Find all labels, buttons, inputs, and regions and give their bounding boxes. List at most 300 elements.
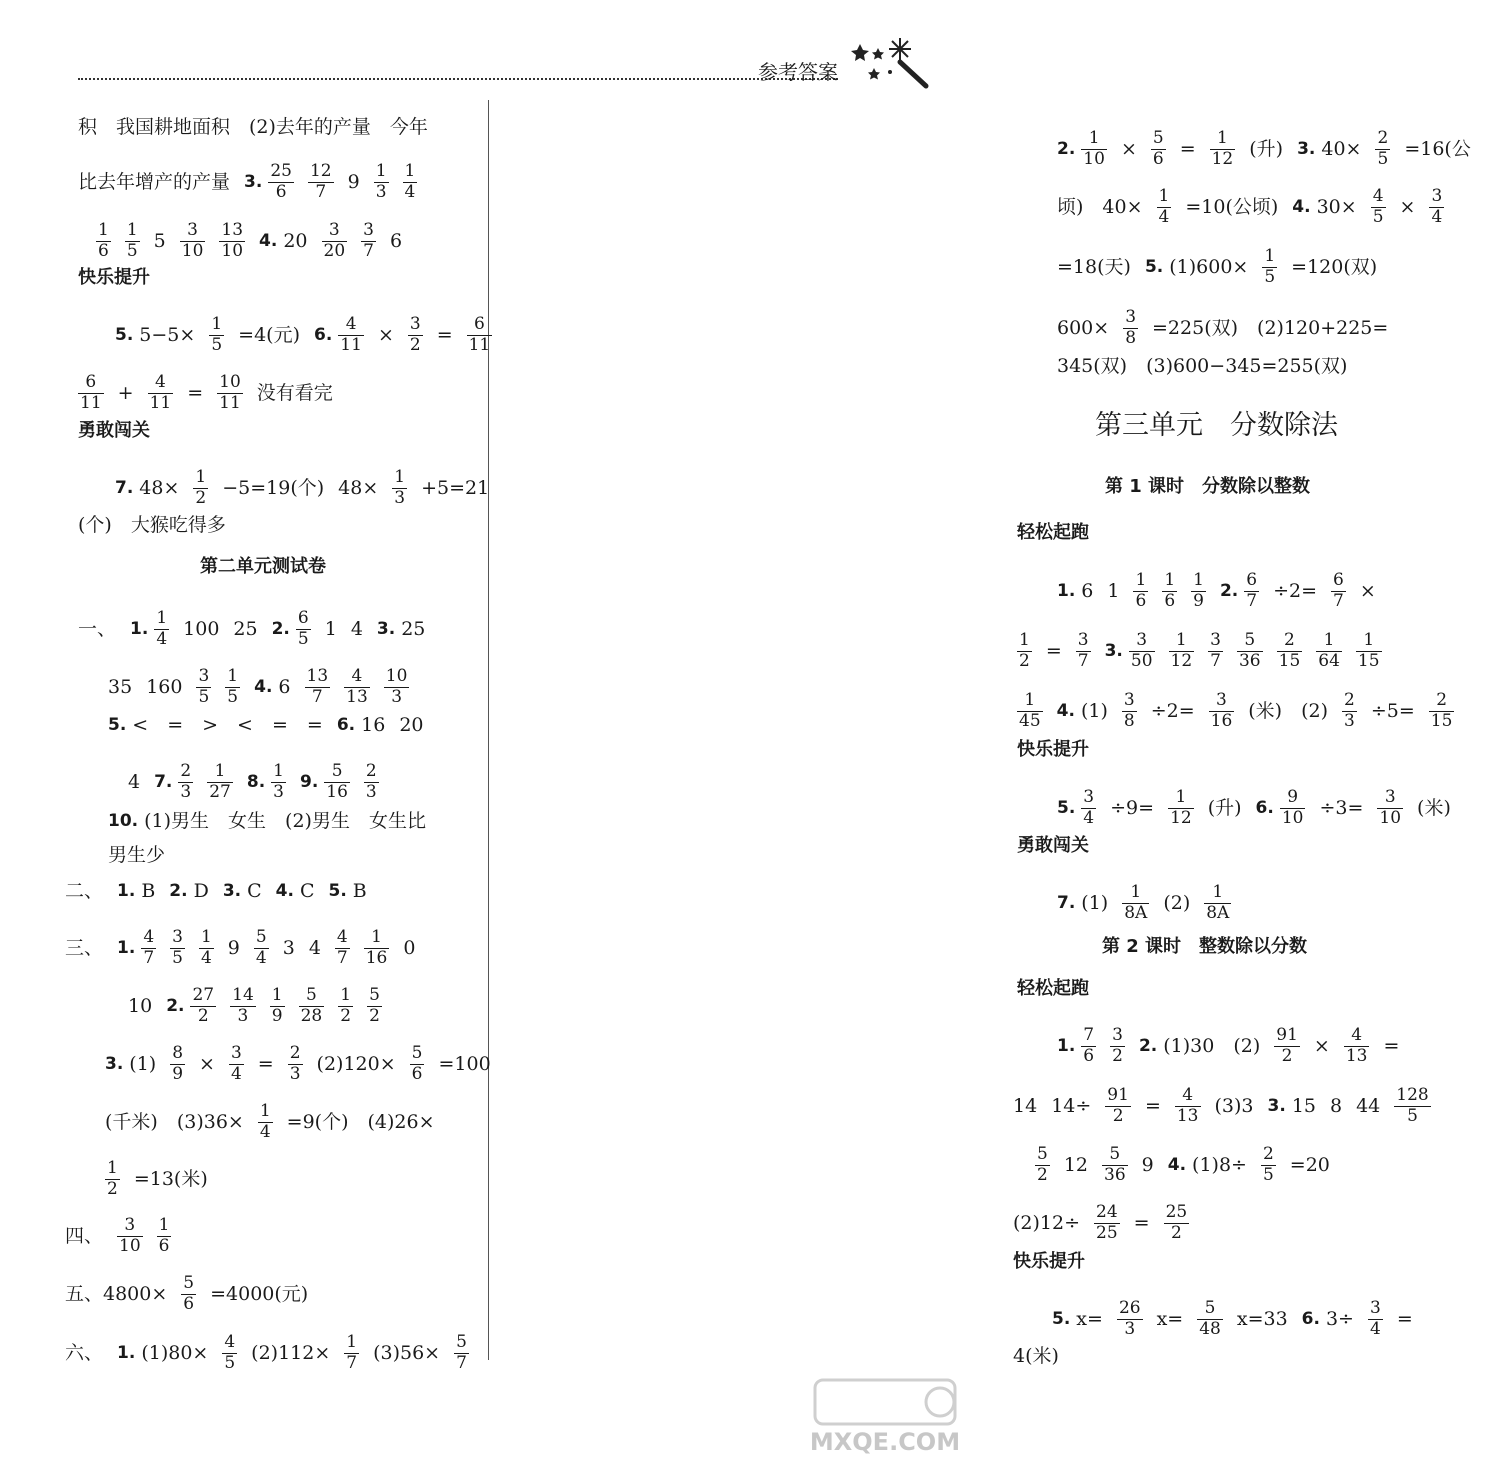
answer-text: 3 bbox=[282, 936, 295, 959]
fraction bbox=[410, 1045, 425, 1084]
fraction bbox=[222, 1334, 237, 1373]
answer-text: 五、4800× bbox=[65, 1282, 168, 1305]
numerator: 10 bbox=[219, 372, 241, 392]
numerator: 3 bbox=[1112, 1025, 1123, 1045]
numerator: 5 bbox=[306, 985, 317, 1005]
watermark-logo bbox=[800, 1378, 970, 1458]
fraction bbox=[1157, 188, 1172, 227]
answer-text: =16(公 bbox=[1404, 137, 1471, 160]
answer-line bbox=[1035, 1146, 1344, 1185]
header-rule bbox=[78, 78, 838, 80]
answer-line bbox=[1052, 1300, 1427, 1339]
numerator: 2 bbox=[1344, 690, 1355, 710]
numerator: 1 bbox=[375, 161, 387, 181]
answer-text: 6 bbox=[389, 229, 403, 252]
denominator: 11 bbox=[340, 334, 362, 355]
numerator: 128 bbox=[1396, 1085, 1429, 1105]
denominator: 45 bbox=[1019, 710, 1041, 731]
answer-text: (3)3 bbox=[1214, 1094, 1254, 1117]
fraction bbox=[1017, 632, 1032, 671]
denominator: 3 bbox=[289, 1063, 301, 1084]
numerator: 4 bbox=[345, 314, 357, 334]
denominator: 7 bbox=[346, 1352, 358, 1373]
answer-line bbox=[78, 516, 240, 535]
item-number: 5. bbox=[1057, 797, 1076, 818]
answer-line bbox=[65, 1275, 322, 1314]
answer-text: B bbox=[352, 880, 367, 902]
answer-line bbox=[105, 1045, 505, 1084]
answer-text: =9(个) (4)26× bbox=[286, 1110, 435, 1133]
answer-text: =225(双) (2)120+225= bbox=[1152, 316, 1389, 339]
answer-text: 44 bbox=[1356, 1094, 1381, 1117]
fraction bbox=[1197, 1300, 1223, 1339]
item-number: 2. bbox=[166, 995, 185, 1016]
answer-text: 一、 bbox=[78, 617, 117, 640]
section-heading bbox=[1017, 741, 1103, 759]
answer-text: 轻松起跑 bbox=[1017, 522, 1089, 543]
answer-text: 男生少 bbox=[108, 844, 166, 866]
fraction bbox=[1164, 1204, 1190, 1243]
fraction bbox=[374, 163, 389, 202]
numerator: 1 bbox=[98, 220, 109, 240]
answer-text: =4(元) bbox=[238, 323, 300, 346]
answer-text: 16 bbox=[361, 714, 386, 736]
denominator: 2 bbox=[369, 1005, 380, 1026]
fraction bbox=[299, 987, 325, 1026]
numerator: 6 bbox=[297, 608, 309, 628]
denominator: 5 bbox=[126, 240, 138, 261]
fraction bbox=[1133, 572, 1148, 611]
denominator: 11 bbox=[149, 392, 172, 413]
fraction bbox=[1162, 572, 1177, 611]
numerator: 13 bbox=[306, 666, 329, 686]
fraction bbox=[1122, 692, 1137, 731]
denominator: 6 bbox=[1083, 1045, 1095, 1066]
numerator: 1 bbox=[107, 1158, 118, 1178]
denominator: 9 bbox=[172, 1063, 184, 1084]
numerator: 5 bbox=[1152, 128, 1164, 148]
denominator: 7 bbox=[1246, 590, 1258, 611]
answer-text: 160 bbox=[146, 675, 183, 698]
fraction bbox=[1262, 248, 1277, 287]
answer-line bbox=[105, 1103, 449, 1142]
denominator: 7 bbox=[1210, 650, 1221, 671]
answer-text: 10 bbox=[128, 994, 153, 1017]
numerator: 1 bbox=[211, 314, 223, 334]
fraction bbox=[190, 987, 216, 1026]
fraction bbox=[254, 929, 269, 968]
denominator: 3 bbox=[1124, 1318, 1136, 1339]
denominator: 2 bbox=[1281, 1045, 1293, 1066]
denominator: 4 bbox=[156, 628, 168, 649]
answer-text: =4000(元) bbox=[210, 1282, 309, 1305]
numerator: 1 bbox=[340, 985, 352, 1005]
fraction bbox=[181, 1275, 196, 1314]
denominator: 2 bbox=[1112, 1105, 1124, 1126]
numerator: 5 bbox=[1244, 630, 1256, 650]
numerator: 1 bbox=[1088, 128, 1100, 148]
answer-text: 勇敢闯关 bbox=[1017, 835, 1089, 856]
answer-text: x= bbox=[1156, 1307, 1184, 1330]
fraction bbox=[105, 1160, 120, 1199]
answer-text: 第三单元 分数除法 bbox=[1095, 410, 1338, 441]
fraction bbox=[1102, 1146, 1128, 1185]
answer-line bbox=[108, 716, 438, 735]
item-number: 2. bbox=[1138, 1035, 1158, 1056]
answer-text: 比去年增产的产量 bbox=[78, 170, 231, 193]
item-number: 2. bbox=[271, 618, 290, 639]
denominator: 11 bbox=[219, 392, 241, 413]
item-number: 6. bbox=[1301, 1308, 1320, 1329]
answer-text: 600× bbox=[1057, 316, 1110, 339]
answer-text: 3÷ bbox=[1325, 1307, 1354, 1330]
fraction bbox=[1035, 1146, 1050, 1185]
denominator: 5 bbox=[211, 334, 223, 355]
answer-text: < = > < = = bbox=[132, 714, 323, 736]
fraction bbox=[1261, 1146, 1276, 1185]
denominator: 10 bbox=[1379, 807, 1402, 828]
answer-text: 15 bbox=[1291, 1094, 1316, 1117]
fraction bbox=[364, 929, 390, 968]
numerator: 1 bbox=[1323, 630, 1335, 650]
answer-text: 5 bbox=[153, 229, 166, 252]
answer-text: 四、 bbox=[65, 1224, 104, 1247]
denominator: 3 bbox=[237, 1005, 249, 1026]
answer-text: C bbox=[299, 880, 315, 902]
item-number: 9. bbox=[299, 771, 319, 792]
denominator: 15 bbox=[1430, 710, 1453, 731]
numerator: 1 bbox=[1130, 882, 1142, 902]
fraction bbox=[1175, 1087, 1201, 1126]
fraction bbox=[96, 222, 111, 261]
denominator: 7 bbox=[1077, 650, 1089, 671]
numerator: 5 bbox=[411, 1043, 423, 1063]
answer-text: (升) bbox=[1249, 137, 1284, 160]
answer-line bbox=[1057, 884, 1245, 923]
denominator: 36 bbox=[1104, 1164, 1126, 1185]
denominator: 5 bbox=[297, 628, 309, 649]
fraction bbox=[1017, 692, 1043, 731]
denominator: 15 bbox=[1357, 650, 1380, 671]
numerator: 3 bbox=[1210, 630, 1221, 650]
answer-text: + bbox=[117, 381, 134, 404]
item-number: 5. bbox=[328, 881, 347, 901]
numerator: 3 bbox=[1384, 787, 1396, 807]
fraction bbox=[180, 222, 206, 261]
answer-text: 6 bbox=[1081, 579, 1094, 602]
fraction bbox=[338, 987, 353, 1026]
item-number: 6. bbox=[314, 324, 333, 345]
answer-text: = bbox=[1144, 1094, 1161, 1117]
denominator: 7 bbox=[143, 947, 155, 968]
denominator: 6 bbox=[98, 240, 109, 261]
answer-text: 六、 bbox=[65, 1341, 104, 1364]
denominator: 7 bbox=[456, 1352, 467, 1373]
numerator: 5 bbox=[1109, 1144, 1121, 1164]
answer-text: = bbox=[1133, 1211, 1150, 1234]
numerator: 25 bbox=[270, 161, 292, 181]
denominator: 2 bbox=[1170, 1222, 1182, 1243]
numerator: 2 bbox=[365, 761, 377, 781]
numerator: 91 bbox=[1276, 1025, 1298, 1045]
section-heading bbox=[78, 269, 164, 287]
item-number: 1. bbox=[117, 937, 136, 958]
answer-text: × bbox=[1399, 195, 1416, 218]
fraction bbox=[1429, 692, 1455, 731]
numerator: 1 bbox=[1193, 570, 1204, 590]
fraction bbox=[467, 316, 493, 355]
fraction bbox=[157, 1217, 172, 1256]
fraction bbox=[1191, 572, 1206, 611]
denominator: 6 bbox=[411, 1063, 423, 1084]
denominator: 7 bbox=[311, 686, 323, 707]
item-number: 8. bbox=[246, 771, 266, 792]
numerator: 1 bbox=[126, 220, 138, 240]
answer-text: (1)600× bbox=[1169, 255, 1249, 278]
numerator: 5 bbox=[456, 1332, 467, 1352]
fraction bbox=[141, 929, 156, 968]
fraction bbox=[367, 987, 382, 1026]
numerator: 3 bbox=[124, 1215, 136, 1235]
denominator: 4 bbox=[230, 1063, 242, 1084]
numerator: 5 bbox=[1204, 1298, 1216, 1318]
fraction bbox=[1208, 632, 1223, 671]
denominator: 2 bbox=[1019, 650, 1030, 671]
answer-line bbox=[1057, 1027, 1413, 1066]
item-number: 4. bbox=[1292, 196, 1311, 217]
denominator: 2 bbox=[409, 334, 421, 355]
denominator: 3 bbox=[375, 181, 387, 202]
denominator: 16 bbox=[326, 781, 348, 802]
denominator: 5 bbox=[1262, 1164, 1274, 1185]
numerator: 2 bbox=[1284, 630, 1295, 650]
answer-text: 没有看完 bbox=[256, 381, 333, 404]
denominator: 4 bbox=[200, 947, 212, 968]
numerator: 5 bbox=[369, 985, 380, 1005]
numerator: 5 bbox=[255, 927, 267, 947]
answer-text: × bbox=[1359, 579, 1376, 602]
denominator: 15 bbox=[1278, 650, 1301, 671]
answer-text: (2)112× bbox=[251, 1341, 331, 1364]
numerator: 4 bbox=[336, 927, 348, 947]
item-number: 3. bbox=[376, 618, 396, 639]
numerator: 1 bbox=[1164, 570, 1176, 590]
fraction bbox=[1277, 632, 1303, 671]
item-number: 4. bbox=[259, 230, 278, 251]
numerator: 3 bbox=[198, 666, 210, 686]
answer-text: 第二单元测试卷 bbox=[200, 556, 326, 577]
item-number: 6. bbox=[336, 715, 356, 735]
answer-line bbox=[65, 1217, 185, 1256]
denominator: 2 bbox=[107, 1178, 118, 1199]
answer-text: 1 bbox=[1107, 579, 1120, 602]
denominator: 2 bbox=[340, 1005, 352, 1026]
denominator: 10 bbox=[181, 240, 204, 261]
denominator: 3 bbox=[180, 781, 192, 802]
answer-text: =20 bbox=[1289, 1153, 1330, 1176]
fraction bbox=[1375, 130, 1390, 169]
fraction bbox=[1237, 632, 1263, 671]
denominator: 20 bbox=[323, 240, 346, 261]
denominator: 3 bbox=[1344, 710, 1355, 731]
numerator: 1 bbox=[1135, 570, 1147, 590]
section-title bbox=[1095, 412, 1352, 439]
answer-text: (2)12÷ bbox=[1013, 1211, 1081, 1234]
numerator: 6 bbox=[1333, 570, 1344, 590]
fraction bbox=[1129, 632, 1155, 671]
denominator: 4 bbox=[1158, 206, 1170, 227]
fraction bbox=[125, 222, 140, 261]
fraction bbox=[403, 163, 418, 202]
denominator: 3 bbox=[273, 781, 284, 802]
fraction bbox=[1316, 632, 1342, 671]
fraction bbox=[361, 222, 376, 261]
item-number: 5. bbox=[115, 324, 134, 345]
answer-line bbox=[1057, 248, 1391, 287]
numerator: 1 bbox=[1217, 128, 1228, 148]
numerator: 25 bbox=[1165, 1202, 1188, 1222]
item-number: 1. bbox=[117, 1342, 136, 1363]
fraction bbox=[305, 668, 331, 707]
denominator: 64 bbox=[1318, 650, 1340, 671]
answer-text: 40× bbox=[1321, 137, 1362, 160]
answer-text: 14 bbox=[1013, 1094, 1038, 1117]
answer-text: × bbox=[1120, 137, 1137, 160]
denominator: 12 bbox=[1170, 807, 1192, 828]
numerator: 91 bbox=[1107, 1085, 1129, 1105]
answer-line bbox=[128, 763, 393, 802]
denominator: 48 bbox=[1199, 1318, 1221, 1339]
fraction bbox=[178, 763, 193, 802]
denominator: 5 bbox=[198, 686, 210, 707]
numerator: 3 bbox=[1077, 630, 1089, 650]
answer-line bbox=[115, 316, 506, 355]
fraction bbox=[1209, 692, 1235, 731]
answer-text: ÷5= bbox=[1370, 699, 1415, 722]
denominator: 9 bbox=[271, 1005, 283, 1026]
fraction bbox=[1117, 1300, 1143, 1339]
answer-text: C bbox=[247, 880, 262, 902]
denominator: 2 bbox=[1112, 1045, 1123, 1066]
denominator: 28 bbox=[300, 1005, 323, 1026]
answer-text: × bbox=[199, 1052, 215, 1075]
answer-text: = bbox=[1396, 1307, 1413, 1330]
answer-text: 二、 bbox=[65, 880, 104, 902]
numerator: 5 bbox=[1037, 1144, 1048, 1164]
item-number: 4. bbox=[1167, 1154, 1187, 1175]
answer-text: 20 bbox=[283, 229, 308, 252]
denominator: 7 bbox=[1333, 590, 1344, 611]
fraction bbox=[335, 929, 350, 968]
answer-text: −5=19(个) bbox=[222, 476, 325, 499]
numerator: 4 bbox=[154, 372, 166, 392]
numerator: 1 bbox=[1212, 882, 1224, 902]
answer-line bbox=[1057, 572, 1390, 611]
subsection-title bbox=[1102, 938, 1321, 956]
denominator: 3 bbox=[391, 686, 403, 707]
answer-text: ÷9= bbox=[1110, 796, 1155, 819]
numerator: 3 bbox=[328, 220, 340, 240]
fraction bbox=[219, 222, 245, 261]
item-number: 1. bbox=[1057, 580, 1076, 601]
denominator: 5 bbox=[1407, 1105, 1418, 1126]
denominator: 6 bbox=[1164, 590, 1176, 611]
answer-line bbox=[78, 118, 442, 137]
item-number: 2. bbox=[1219, 580, 1239, 601]
item-number: 7. bbox=[154, 771, 173, 792]
fraction bbox=[308, 163, 334, 202]
fraction bbox=[1076, 632, 1091, 671]
answer-text: ÷2= bbox=[1273, 579, 1318, 602]
answer-text: 快乐提升 bbox=[1013, 1251, 1085, 1272]
fraction bbox=[1429, 188, 1444, 227]
numerator: 9 bbox=[1287, 787, 1299, 807]
fraction bbox=[258, 1103, 273, 1142]
item-number: 3. bbox=[105, 1053, 124, 1074]
numerator: 14 bbox=[232, 985, 254, 1005]
answer-text: x= bbox=[1076, 1307, 1103, 1330]
fraction bbox=[1331, 572, 1346, 611]
denominator: 2 bbox=[195, 487, 207, 508]
answer-line bbox=[78, 610, 439, 649]
fraction bbox=[78, 374, 104, 413]
answer-line bbox=[108, 668, 423, 707]
section-heading bbox=[1017, 524, 1103, 542]
numerator: 4 bbox=[224, 1332, 236, 1352]
denominator: 16 bbox=[365, 947, 388, 968]
fraction bbox=[1169, 632, 1195, 671]
numerator: 3 bbox=[1123, 690, 1135, 710]
subsection-title bbox=[1105, 478, 1324, 496]
fraction bbox=[117, 1217, 143, 1256]
denominator: 5 bbox=[224, 1352, 236, 1373]
numerator: 1 bbox=[1175, 630, 1187, 650]
answer-line bbox=[108, 812, 440, 831]
answer-text: 6 bbox=[278, 675, 291, 698]
answer-text: (3)56× bbox=[373, 1341, 441, 1364]
numerator: 12 bbox=[309, 161, 332, 181]
answer-text: = bbox=[1383, 1034, 1400, 1057]
fraction bbox=[217, 374, 243, 413]
denominator: 13 bbox=[1345, 1045, 1368, 1066]
denominator: 10 bbox=[1281, 807, 1304, 828]
item-number: 4. bbox=[254, 676, 273, 697]
answer-text: =18(天) bbox=[1057, 255, 1131, 278]
item-number: 5. bbox=[1144, 256, 1164, 277]
denominator: 5 bbox=[1264, 266, 1276, 287]
answer-text: (1)80× bbox=[141, 1341, 209, 1364]
answer-text: =120(双) bbox=[1291, 255, 1378, 278]
fraction bbox=[364, 763, 379, 802]
fraction bbox=[1168, 789, 1194, 828]
answer-text: (2)120× bbox=[316, 1052, 396, 1075]
denominator: 13 bbox=[346, 686, 368, 707]
answer-text: 第 2 课时 整数除以分数 bbox=[1102, 936, 1308, 957]
answer-text: ÷2= bbox=[1150, 699, 1195, 722]
answer-line bbox=[1013, 1087, 1445, 1126]
answer-text: 第 1 课时 分数除以整数 bbox=[1105, 476, 1311, 497]
fraction bbox=[271, 763, 286, 802]
answer-text: (2) bbox=[1163, 891, 1191, 914]
fraction bbox=[1081, 1027, 1096, 1066]
fraction bbox=[193, 469, 208, 508]
numerator: 3 bbox=[1125, 307, 1137, 327]
answer-text: (米) (2) bbox=[1248, 699, 1329, 722]
item-number: 6. bbox=[1255, 797, 1274, 818]
fraction bbox=[1280, 789, 1306, 828]
fraction bbox=[1274, 1027, 1300, 1066]
numerator: 6 bbox=[85, 372, 97, 392]
